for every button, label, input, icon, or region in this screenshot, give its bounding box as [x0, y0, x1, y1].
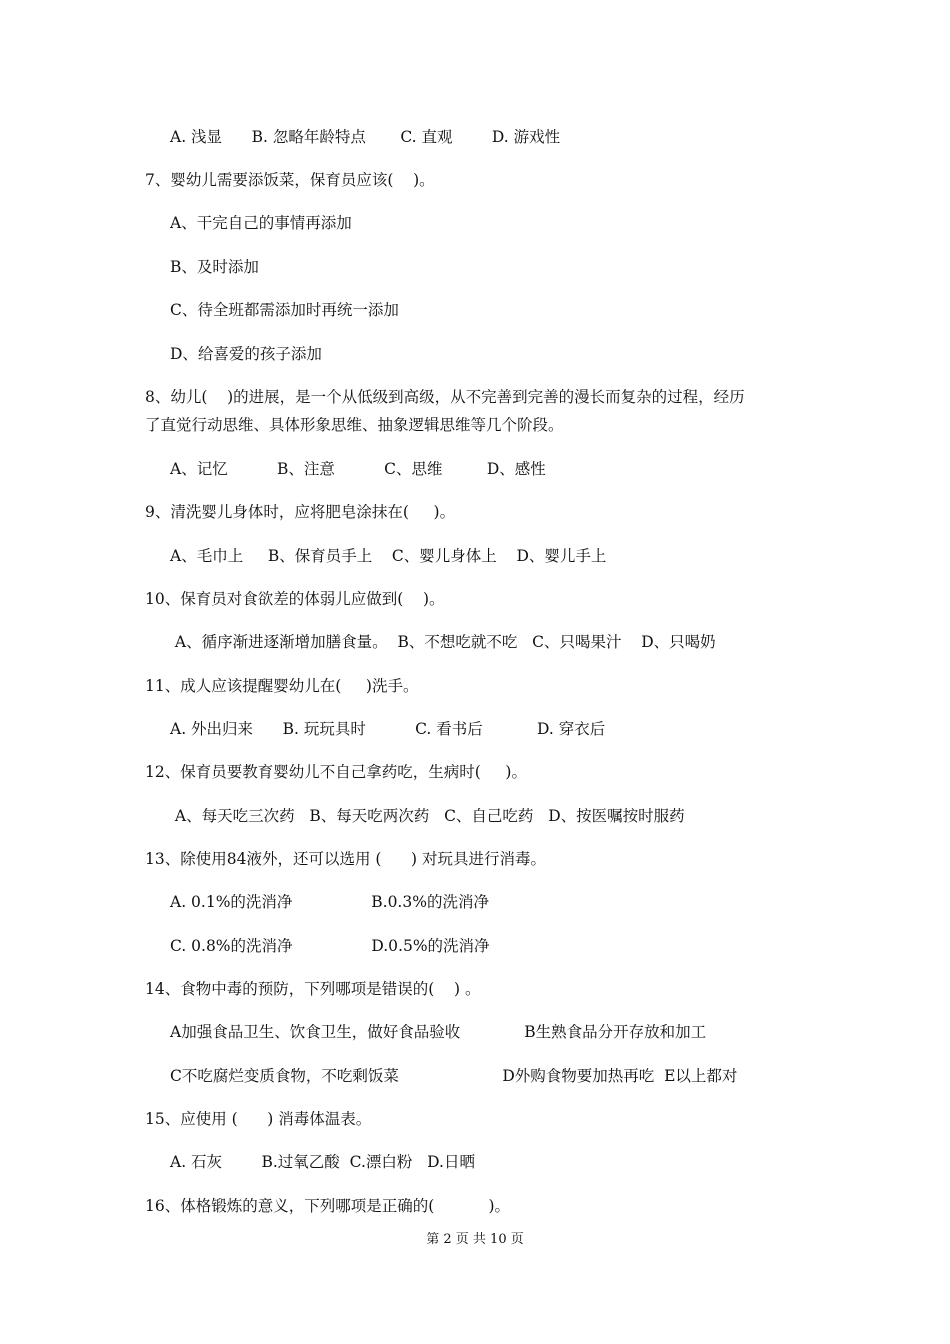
q7-option-a: A、干完自己的事情再添加: [170, 214, 352, 232]
q14-options-row2: C不吃腐烂变质食物，不吃剩饭菜 D外购食物要加热再吃 E以上都对: [170, 1067, 738, 1085]
q8-question: 8、幼儿( )的进展，是一个从低级到高级，从不完善到完善的漫长而复杂的过程，经历: [145, 388, 745, 406]
q11-options: A. 外出归来 B. 玩玩具时 C. 看书后 D. 穿衣后: [170, 720, 606, 738]
q11-question: 11、成人应该提醒婴幼儿在( )洗手。: [145, 677, 419, 695]
q14-options-row1: A加强食品卫生、饮食卫生，做好食品验收 B生熟食品分开存放和加工: [170, 1023, 707, 1041]
q13-options-row1: A. 0.1%的洗消净 B.0.3%的洗消净: [170, 893, 489, 911]
q10-question: 10、保育员对食欲差的体弱儿应做到( )。: [145, 590, 445, 608]
q16-question: 16、体格锻炼的意义，下列哪项是正确的( )。: [145, 1197, 511, 1215]
q9-question: 9、清洗婴儿身体时，应将肥皂涂抹在( )。: [145, 503, 456, 521]
q12-options: A、每天吃三次药 B、每天吃两次药 C、自己吃药 D、按医嘱按时服药: [170, 807, 685, 825]
q7-option-d: D、给喜爱的孩子添加: [170, 345, 322, 363]
page-footer: 第 2 页 共 10 页: [426, 1232, 524, 1247]
q15-options: A. 石灰 B.过氧乙酸 C.漂白粉 D.日晒: [170, 1153, 475, 1171]
q8-options: A、记忆 B、注意 C、思维 D、感性: [170, 460, 546, 478]
q7-option-c: C、待全班都需添加时再统一添加: [170, 301, 399, 319]
q9-options: A、毛巾上 B、保育员手上 C、婴儿身体上 D、婴儿手上: [170, 547, 607, 565]
q15-question: 15、应使用 ( ) 消毒体温表。: [145, 1110, 372, 1128]
q6-options: A. 浅显 B. 忽略年龄特点 C. 直观 D. 游戏性: [170, 128, 561, 146]
q12-question: 12、保育员要教育婴幼儿不自己拿药吃，生病时( )。: [145, 763, 527, 781]
q10-options: A、循序渐进逐渐增加膳食量。 B、不想吃就不吃 C、只喝果汁 D、只喝奶: [170, 633, 716, 651]
q7-question: 7、婴幼儿需要添饭菜，保育员应该( )。: [145, 171, 435, 189]
q13-question: 13、除使用84液外，还可以选用 ( ) 对玩具进行消毒。: [145, 850, 546, 868]
q8-question-cont: 了直觉行动思维、具体形象思维、抽象逻辑思维等几个阶段。: [145, 416, 564, 434]
q13-options-row2: C. 0.8%的洗消净 D.0.5%的洗消净: [170, 937, 490, 955]
q7-option-b: B、及时添加: [170, 258, 259, 276]
q14-question: 14、食物中毒的预防，下列哪项是错误的( ) 。: [145, 980, 481, 998]
